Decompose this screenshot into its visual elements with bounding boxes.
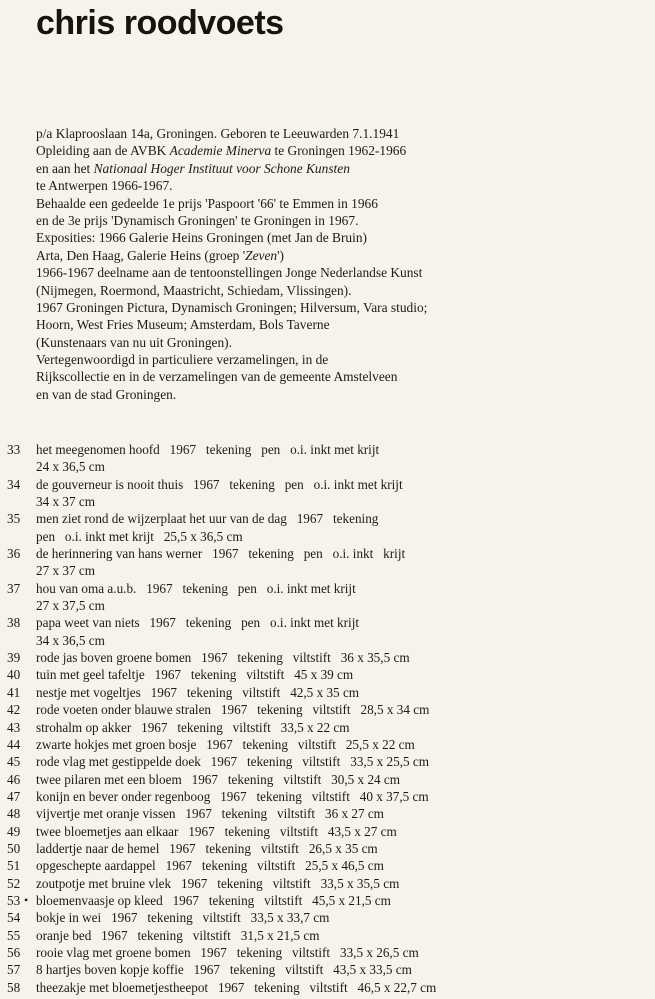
bio-line [36,142,636,159]
bio-text: Arta, Den Haag, Galerie Heins (groep ' [36,247,246,263]
bio-text: en van de stad Groningen. [36,386,177,402]
catalog-entry [0,614,655,631]
bullet-marker-icon: • [24,892,29,907]
catalog-number: 55 [7,927,21,943]
catalog-number: 47 [7,788,21,804]
catalog-description: theezakje met bloemetjestheepot 1967 tekening viltstift 46,5 x 22,7 cm [36,979,437,995]
catalog-dimensions: 27 x 37,5 cm [36,598,105,614]
bio-text: en de 3e prijs 'Dynamisch Groningen' te Groningen in 1967. [36,212,359,228]
catalog-description: konijn en bever onder regenboog 1967 tekening viltstift 40 x 37,5 cm [36,788,429,804]
bio-italic-text: Nationaal Hoger Instituut voor Schone Kunsten [93,160,350,176]
catalog-description: de gouverneur is nooit thuis 1967 tekening pen o.i. inkt met krijt [36,476,403,492]
artist-biography [36,125,636,403]
catalog-number: 46 [7,771,21,787]
catalog-description: oranje bed 1967 tekening viltstift 31,5 x 21,5 cm [36,927,320,943]
bio-line [36,282,636,299]
bio-line [36,386,636,403]
catalog-entry [0,892,655,909]
catalog-entry-continuation [0,597,655,614]
catalog-entry [0,944,655,961]
catalog-description: het meegenomen hoofd 1967 tekening pen o.i. inkt met krijt [36,442,380,457]
bio-text: en aan het [36,160,94,176]
catalog-description: strohalm op akker 1967 tekening viltstift 33,5 x 22 cm [36,719,350,735]
bio-text: p/a Klaprooslaan 14a, Groningen. Geboren te Leeuwarden 7.1.1941 [36,126,400,141]
catalog-number: 45 [7,754,21,770]
catalog-description: twee bloemetjes aan elkaar 1967 tekening viltstift 43,5 x 27 cm [36,823,397,839]
catalog-entry [0,476,655,493]
catalog-number: 38 [7,615,21,631]
catalog-entry-continuation [0,458,655,475]
catalog-description: hou van oma a.u.b. 1967 tekening pen o.i. inkt met krijt [36,580,356,596]
catalog-entry [0,580,655,597]
catalog-number: 37 [7,580,21,596]
catalog-entry [0,736,655,753]
catalog-description: opgeschepte aardappel 1967 tekening viltstift 25,5 x 46,5 cm [36,858,384,874]
catalog-entry [0,510,655,527]
catalog-description: nestje met vogeltjes 1967 tekening viltstift 42,5 x 35 cm [36,684,360,700]
bio-line [36,334,636,351]
catalog-number: 51 [7,858,21,874]
catalog-number: 53 [7,892,21,908]
bio-text: ') [277,247,284,263]
catalog-number: 56 [7,944,21,960]
bio-line [36,212,636,229]
catalog-number: 42 [7,702,21,718]
bio-line [36,160,636,177]
catalog-dimensions: 34 x 36,5 cm [36,632,105,648]
bio-text: 1966-1967 deelname aan de tentoonstellingen Jonge Nederlandse Kunst [36,265,423,281]
bio-text: Hoorn, West Fries Museum; Amsterdam, Bols Taverne [36,317,330,333]
catalog-description: twee pilaren met een bloem 1967 tekening viltstift 30,5 x 24 cm [36,771,401,787]
catalog-description: rooie vlag met groene bomen 1967 tekening viltstift 33,5 x 26,5 cm [36,944,419,960]
bio-text: Rijkscollectie en in de verzamelingen van de gemeente Amstelveen [36,369,398,385]
bio-line [36,299,636,316]
bio-text: te Antwerpen 1966-1967. [36,178,173,194]
catalog-entry [0,927,655,944]
catalog-description: bokje in wei 1967 tekening viltstift 33,5 x 33,7 cm [36,910,330,926]
catalog-number: 52 [7,875,21,891]
bio-line [36,229,636,246]
catalog-entry-continuation [0,632,655,649]
bio-text: Exposities: 1966 Galerie Heins Groningen (met Jan de Bruin) [36,230,367,246]
catalog-number: 54 [7,910,21,926]
catalog-number: 44 [7,736,21,752]
bio-text: (Nijmegen, Roermond, Maastricht, Schiedam, Vlissingen). [36,282,352,298]
bio-line [36,368,636,385]
catalog-description: tuin met geel tafeltje 1967 tekening viltstift 45 x 39 cm [36,667,354,683]
catalog-description: men ziet rond de wijzerplaat het uur van de dag 1967 tekening [36,511,379,527]
bio-line [36,351,636,368]
works-catalog-list [0,441,655,996]
catalog-number: 35 [7,511,21,527]
catalog-entry [0,771,655,788]
catalog-entry [0,684,655,701]
catalog-dimensions: 34 x 37 cm [36,494,95,510]
catalog-number: 36 [7,546,21,562]
bio-line [36,247,636,264]
bio-line [36,195,636,212]
bio-line [36,177,636,194]
catalog-entry [0,823,655,840]
bio-text: Vertegenwoordigd in particuliere verzamelingen, in de [36,352,329,368]
bio-text: (Kunstenaars van nu uit Groningen). [36,334,232,350]
catalog-entry [0,840,655,857]
catalog-entry [0,857,655,874]
catalog-entry [0,979,655,996]
catalog-entry [0,666,655,683]
catalog-entry [0,545,655,562]
bio-line [36,264,636,281]
catalog-entry [0,788,655,805]
catalog-entry [0,701,655,718]
bio-text: Opleiding aan de AVBK [36,143,170,159]
catalog-entry [0,875,655,892]
catalog-entry-continuation [0,562,655,579]
catalog-number: 57 [7,962,21,978]
bio-line [36,125,636,142]
catalog-description: zoutpotje met bruine vlek 1967 tekening viltstift 33,5 x 35,5 cm [36,875,400,891]
catalog-number: 50 [7,840,21,856]
catalog-number: 39 [7,650,21,666]
catalog-description: rode jas boven groene bomen 1967 tekening viltstift 36 x 35,5 cm [36,650,410,666]
artist-name-heading: chris roodvoets [36,4,284,42]
catalog-dimensions: pen o.i. inkt met krijt 25,5 x 36,5 cm [36,528,243,544]
catalog-entry [0,753,655,770]
catalog-description: bloemenvaasje op kleed 1967 tekening viltstift 45,5 x 21,5 cm [36,892,391,908]
catalog-number: 48 [7,806,21,822]
catalog-description: rode vlag met gestippelde doek 1967 tekening viltstift 33,5 x 25,5 cm [36,754,429,770]
catalog-description: papa weet van niets 1967 tekening pen o.i. inkt met krijt [36,615,360,631]
catalog-dimensions: 24 x 36,5 cm [36,459,105,475]
catalog-number: 49 [7,823,21,839]
catalog-entry [0,649,655,666]
catalog-entry [0,961,655,978]
catalog-description: de herinnering van hans werner 1967 tekening pen o.i. inkt krijt [36,546,406,562]
catalog-number: 33 [7,442,21,457]
catalog-entry [0,909,655,926]
catalog-description: zwarte hokjes met groen bosje 1967 tekening viltstift 25,5 x 22 cm [36,736,415,752]
bio-text: Behaalde een gedeelde 1e prijs 'Paspoort '66' te Emmen in 1966 [36,195,378,211]
bio-line [36,316,636,333]
catalog-number: 58 [7,979,21,995]
catalog-number: 43 [7,719,21,735]
catalog-entry [0,719,655,736]
catalog-number: 34 [7,476,21,492]
catalog-entry-continuation [0,528,655,545]
catalog-dimensions: 27 x 37 cm [36,563,95,579]
bio-text: te Groningen 1962-1966 [271,143,407,159]
catalog-number: 40 [7,667,21,683]
catalog-description: vijvertje met oranje vissen 1967 tekening viltstift 36 x 27 cm [36,806,384,822]
catalog-entry [0,805,655,822]
bio-text: 1967 Groningen Pictura, Dynamisch Groningen; Hilversum, Vara studio; [36,299,428,315]
catalog-entry [0,441,655,458]
bio-italic-text: Zeven [245,247,278,263]
bio-italic-text: Academie Minerva [169,143,272,159]
catalog-description: laddertje naar de hemel 1967 tekening viltstift 26,5 x 35 cm [36,840,378,856]
catalog-description: rode voeten onder blauwe stralen 1967 tekening viltstift 28,5 x 34 cm [36,702,430,718]
catalog-description: 8 hartjes boven kopje koffie 1967 tekening viltstift 43,5 x 33,5 cm [36,962,412,978]
catalog-number: 41 [7,684,21,700]
catalog-entry-continuation [0,493,655,510]
